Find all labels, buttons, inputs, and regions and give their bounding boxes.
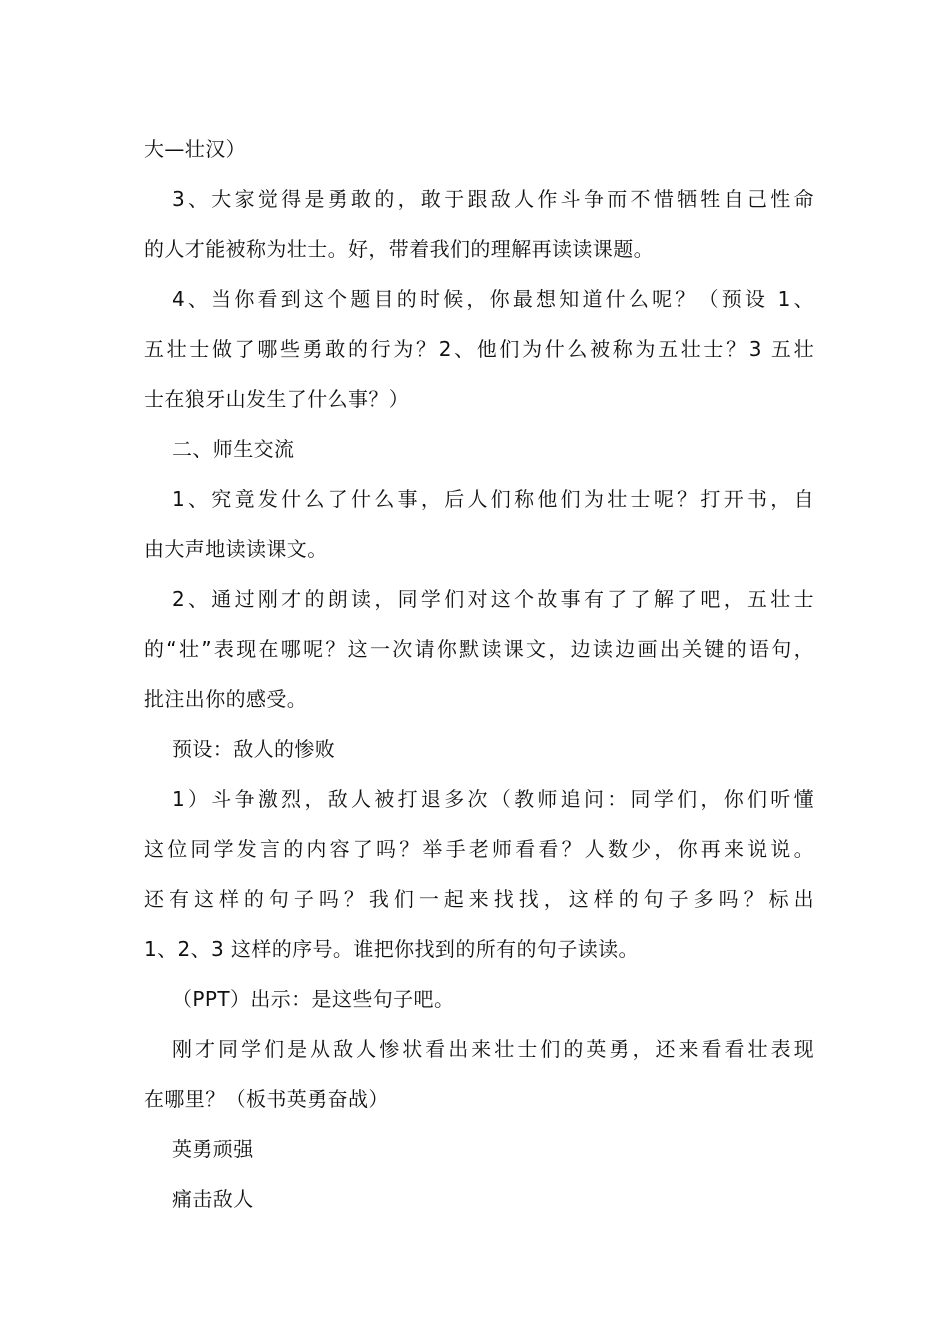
text-line: 还有这样的句子吗？我们一起来找找，这样的句子多吗？标出 (144, 887, 814, 911)
text-line: 刚才同学们是从敌人惨状看出来壮士们的英勇，还来看看壮表现 (172, 1037, 814, 1061)
text-line: 预设：敌人的惨败 (172, 737, 336, 761)
text-line: 五壮士做了哪些勇敢的行为？2、他们为什么被称为五壮士？3 五壮 (144, 337, 814, 361)
text-line: 士在狼牙山发生了什么事？） (144, 387, 410, 411)
text-line: 1）斗争激烈，敌人被打退多次（教师追问：同学们，你们听懂 (172, 787, 814, 811)
text-line: 英勇顽强 (172, 1137, 254, 1161)
text-line: 批注出你的感受。 (144, 687, 308, 711)
text-line: 2、通过刚才的朗读，同学们对这个故事有了了解了吧，五壮士 (172, 587, 814, 611)
text-line: 在哪里？（板书英勇奋战） (144, 1087, 389, 1111)
text-line: 这位同学发言的内容了吗？举手老师看看？人数少，你再来说说。 (144, 837, 814, 861)
text-line: （PPT）出示：是这些句子吧。 (172, 987, 455, 1011)
text-line: 1、究竟发什么了什么事，后人们称他们为壮士呢？打开书，自 (172, 487, 814, 511)
text-line: 1、2、3 这样的序号。谁把你找到的所有的句子读读。 (144, 937, 639, 961)
text-line: 痛击敌人 (172, 1187, 254, 1211)
text-line: 大—壮汉） (144, 137, 246, 161)
section-heading: 二、师生交流 (172, 437, 295, 461)
text-line: 的“壮”表现在哪呢？这一次请你默读课文，边读边画出关键的语句， (144, 637, 814, 661)
text-line: 由大声地读读课文。 (144, 537, 328, 561)
text-line: 3、大家觉得是勇敢的，敢于跟敌人作斗争而不惜牺牲自己性命 (172, 187, 814, 211)
text-line: 4、当你看到这个题目的时候，你最想知道什么呢？（预设 1、 (172, 287, 814, 311)
text-line: 的人才能被称为壮士。好，带着我们的理解再读读课题。 (144, 237, 654, 261)
